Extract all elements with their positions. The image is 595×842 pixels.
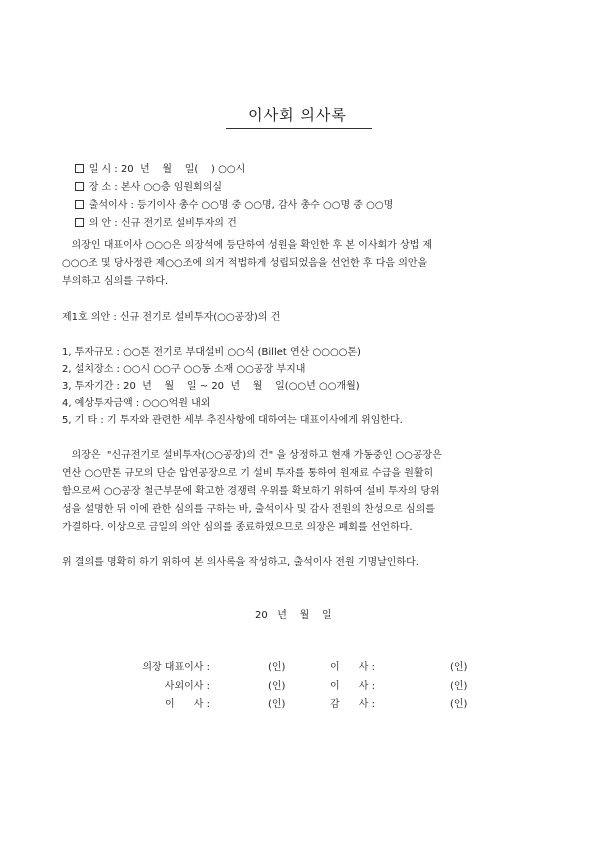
agenda-item: 3, 투자기간 : 20 년 월 일 ~ 20 년 월 일(○○년 ○○개월) xyxy=(62,381,360,392)
seal-mark: (인) xyxy=(268,699,286,710)
seal-mark: (인) xyxy=(268,681,286,692)
signature-role: 감 사 : xyxy=(330,699,375,710)
checkbox-icon xyxy=(75,218,84,227)
document-title: 이사회 의사록 xyxy=(248,106,347,124)
intro-line: 의장인 대표이사 ○○○은 의장석에 등단하여 성원을 확인한 후 본 이사회가 상법 제 xyxy=(62,240,433,251)
intro-line: 부의하고 심의를 구하다. xyxy=(62,276,169,287)
header-item-text: 의 안 : 신규 전기로 설비투자의 건 xyxy=(88,218,237,229)
header-item-agenda xyxy=(62,206,237,242)
discussion-line: 연산 ○○만톤 규모의 단순 압연공장으로 기 설비 투자를 통하여 원재료 수급을 원활히 xyxy=(62,468,434,479)
discussion-line: 의장은 "신규전기로 설비투자(○○공장)의 건" 을 상정하고 현재 가동중인 ○○공장은 xyxy=(62,450,442,461)
signature-role: 의장 대표이사 : xyxy=(142,662,210,673)
title-underline xyxy=(226,128,372,129)
seal-mark: (인) xyxy=(268,662,286,673)
discussion-line: 성을 설명한 뒤 이에 관한 심의를 구하는 바, 출석이사 및 감사 전원의 찬성으로 심의를 xyxy=(62,504,435,515)
signature-role: 이 사 : xyxy=(330,662,375,673)
agenda-item: 2, 설치장소 : ○○시 ○○구 ○○동 소재 ○○공장 부지내 xyxy=(62,364,306,375)
discussion-line: 함으로써 ○○공장 철근부문에 확고한 경쟁력 우위를 확보하기 위하여 설비 투자의 당위 xyxy=(62,486,440,497)
discussion-line: 가결하다. 이상으로 금일의 의안 심의를 종료하였으므로 의장은 폐회를 선언하다. xyxy=(62,522,413,533)
signature-role: 이 사 : xyxy=(330,681,375,692)
agenda-heading: 제1호 의안 : 신규 전기로 설비투자(○○공장)의 건 xyxy=(62,312,281,323)
agenda-item: 4, 예상투자금액 : ○○○억원 내외 xyxy=(62,398,211,409)
date-line: 20 년 월 일 xyxy=(255,610,332,621)
header-item-text: 출석이사 : 등기이사 총수 ○○명 중 ○○명, 감사 총수 ○○명 중 ○○명 xyxy=(88,200,394,211)
header-item-text: 장 소 : 본사 ○○층 임원회의실 xyxy=(88,182,223,193)
signature-role: 사외이사 : xyxy=(164,681,210,692)
header-item-text: 일 시 : 20 년 월 일( ) ○○시 xyxy=(88,164,246,175)
seal-mark: (인) xyxy=(450,662,468,673)
seal-mark: (인) xyxy=(450,699,468,710)
closing-line: 위 결의를 명확히 하기 위하여 본 의사록을 작성하고, 출석이사 전원 기명날인하다. xyxy=(62,557,419,568)
seal-mark: (인) xyxy=(450,681,468,692)
intro-line: ○○○조 및 당사정관 제○○조에 의거 적법하게 성립되었음을 선언한 후 다음 의안을 xyxy=(62,258,428,269)
agenda-item: 5, 기 타 : 기 투자와 관련한 세부 추진사항에 대하여는 대표이사에게 위임한다. xyxy=(62,415,403,426)
agenda-item: 1, 투자규모 : ○○톤 전기로 부대설비 ○○식 (Billet 연산 ○○○○톤) xyxy=(62,347,361,358)
signature-role: 이 사 : xyxy=(165,699,210,710)
